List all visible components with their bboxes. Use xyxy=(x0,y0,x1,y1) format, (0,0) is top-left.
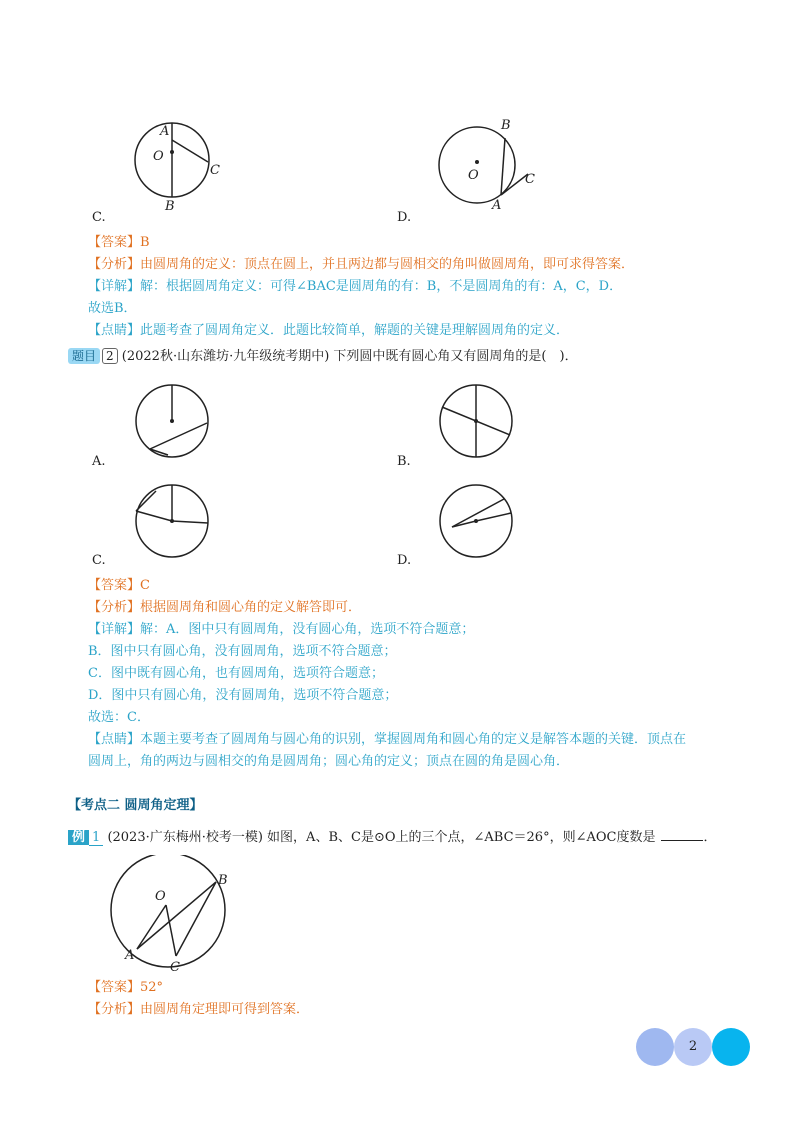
q2-badge-number: 2 xyxy=(102,348,118,364)
label-b: B xyxy=(165,199,175,214)
q2-conclusion: 故选：C． xyxy=(88,710,150,725)
q1-answer: 【答案】B xyxy=(88,235,150,250)
q1-analysis: 【分析】由圆周角的定义：顶点在圆上，并且两边都与圆相交的角叫做圆周角，即可求得答案． xyxy=(88,257,635,272)
q2-stem-line xyxy=(68,348,578,365)
answer-blank xyxy=(661,828,703,841)
q1-conclusion: 故选B． xyxy=(88,301,137,316)
figure-example1 xyxy=(100,855,245,975)
q2-detail-1: 【详解】解：A．图中只有圆周角，没有圆心角，选项不符合题意； xyxy=(88,622,475,637)
label-a: A xyxy=(160,124,170,139)
footer-circle-right xyxy=(712,1028,750,1066)
label-o: O xyxy=(468,168,479,183)
q2-detail-4: D．图中只有圆心角，没有圆周角，选项不符合题意； xyxy=(88,688,398,703)
q1-detail: 【详解】解：根据圆周角定义：可得∠BAC是圆周角的有：B，不是圆周角的有：A，C，D． xyxy=(88,279,623,294)
label-b: B xyxy=(218,873,228,888)
q1-option-d-label: D. xyxy=(397,210,412,225)
section-title: 【考点二 圆周角定理】 xyxy=(68,798,203,813)
example1-badge-number: 1 xyxy=(89,830,103,846)
q1-option-c-label: C. xyxy=(92,210,106,225)
example1-answer: 【答案】52° xyxy=(88,980,164,995)
figure-q2-option-c xyxy=(130,483,220,563)
example1-stem: (2023·广东梅州·校考一模) 如图，A、B、C是⊙O上的三个点，∠ABC＝26°，则∠AOC度数是 xyxy=(107,830,656,845)
example1-analysis: 【分析】由圆周角定理即可得到答案． xyxy=(88,1002,310,1017)
label-c: C xyxy=(170,960,180,975)
footer-circle-left xyxy=(636,1028,674,1066)
label-c: C xyxy=(525,172,535,187)
figure-q1-option-d xyxy=(425,110,555,215)
q2-answer: 【答案】C xyxy=(88,578,150,593)
figure-q2-option-d xyxy=(432,483,522,563)
example1-stem-end: ． xyxy=(703,830,717,845)
q2-analysis: 【分析】根据圆周角和圆心角的定义解答即可． xyxy=(88,600,362,615)
q2-comment-line-2: 圆周上，角的两边与圆相交的角是圆周角；圆心角的定义；顶点在圆的角是圆心角． xyxy=(88,754,570,769)
label-b: B xyxy=(501,118,511,133)
q2-option-b-label: B. xyxy=(397,454,411,469)
figure-q2-option-a xyxy=(130,383,220,463)
figure-q2-option-b xyxy=(432,383,522,463)
label-o: O xyxy=(153,149,164,164)
q2-option-d-label: D. xyxy=(397,553,412,568)
q1-comment: 【点睛】此题考查了圆周角定义．此题比较简单，解题的关键是理解圆周角的定义． xyxy=(88,323,570,338)
label-c: C xyxy=(210,163,220,178)
q2-detail-3: C．图中既有圆心角，也有圆周角，选项符合题意； xyxy=(88,666,384,681)
label-a: A xyxy=(125,948,135,963)
q2-option-a-label: A. xyxy=(92,454,106,469)
example1-badge: 例 xyxy=(68,830,89,845)
figure-q1-option-c xyxy=(120,110,240,215)
q2-badge: 题目 xyxy=(68,348,100,364)
page-number-decoration xyxy=(636,1027,752,1067)
example1-stem-line xyxy=(68,828,716,846)
q2-option-c-label: C. xyxy=(92,553,106,568)
q2-detail-2: B．图中只有圆心角，没有圆周角，选项不符合题意； xyxy=(88,644,397,659)
label-o: O xyxy=(155,889,166,904)
q2-comment-line-1: 【点睛】本题主要考查了圆周角与圆心角的识别，掌握圆周角和圆心角的定义是解答本题的关键．顶点在 xyxy=(88,732,687,747)
q2-stem: (2022秋·山东潍坊·九年级统考期中) 下列圆中既有圆心角又有圆周角的是( )． xyxy=(121,349,578,364)
page-number: 2 xyxy=(688,1039,698,1054)
label-a: A xyxy=(492,198,502,213)
